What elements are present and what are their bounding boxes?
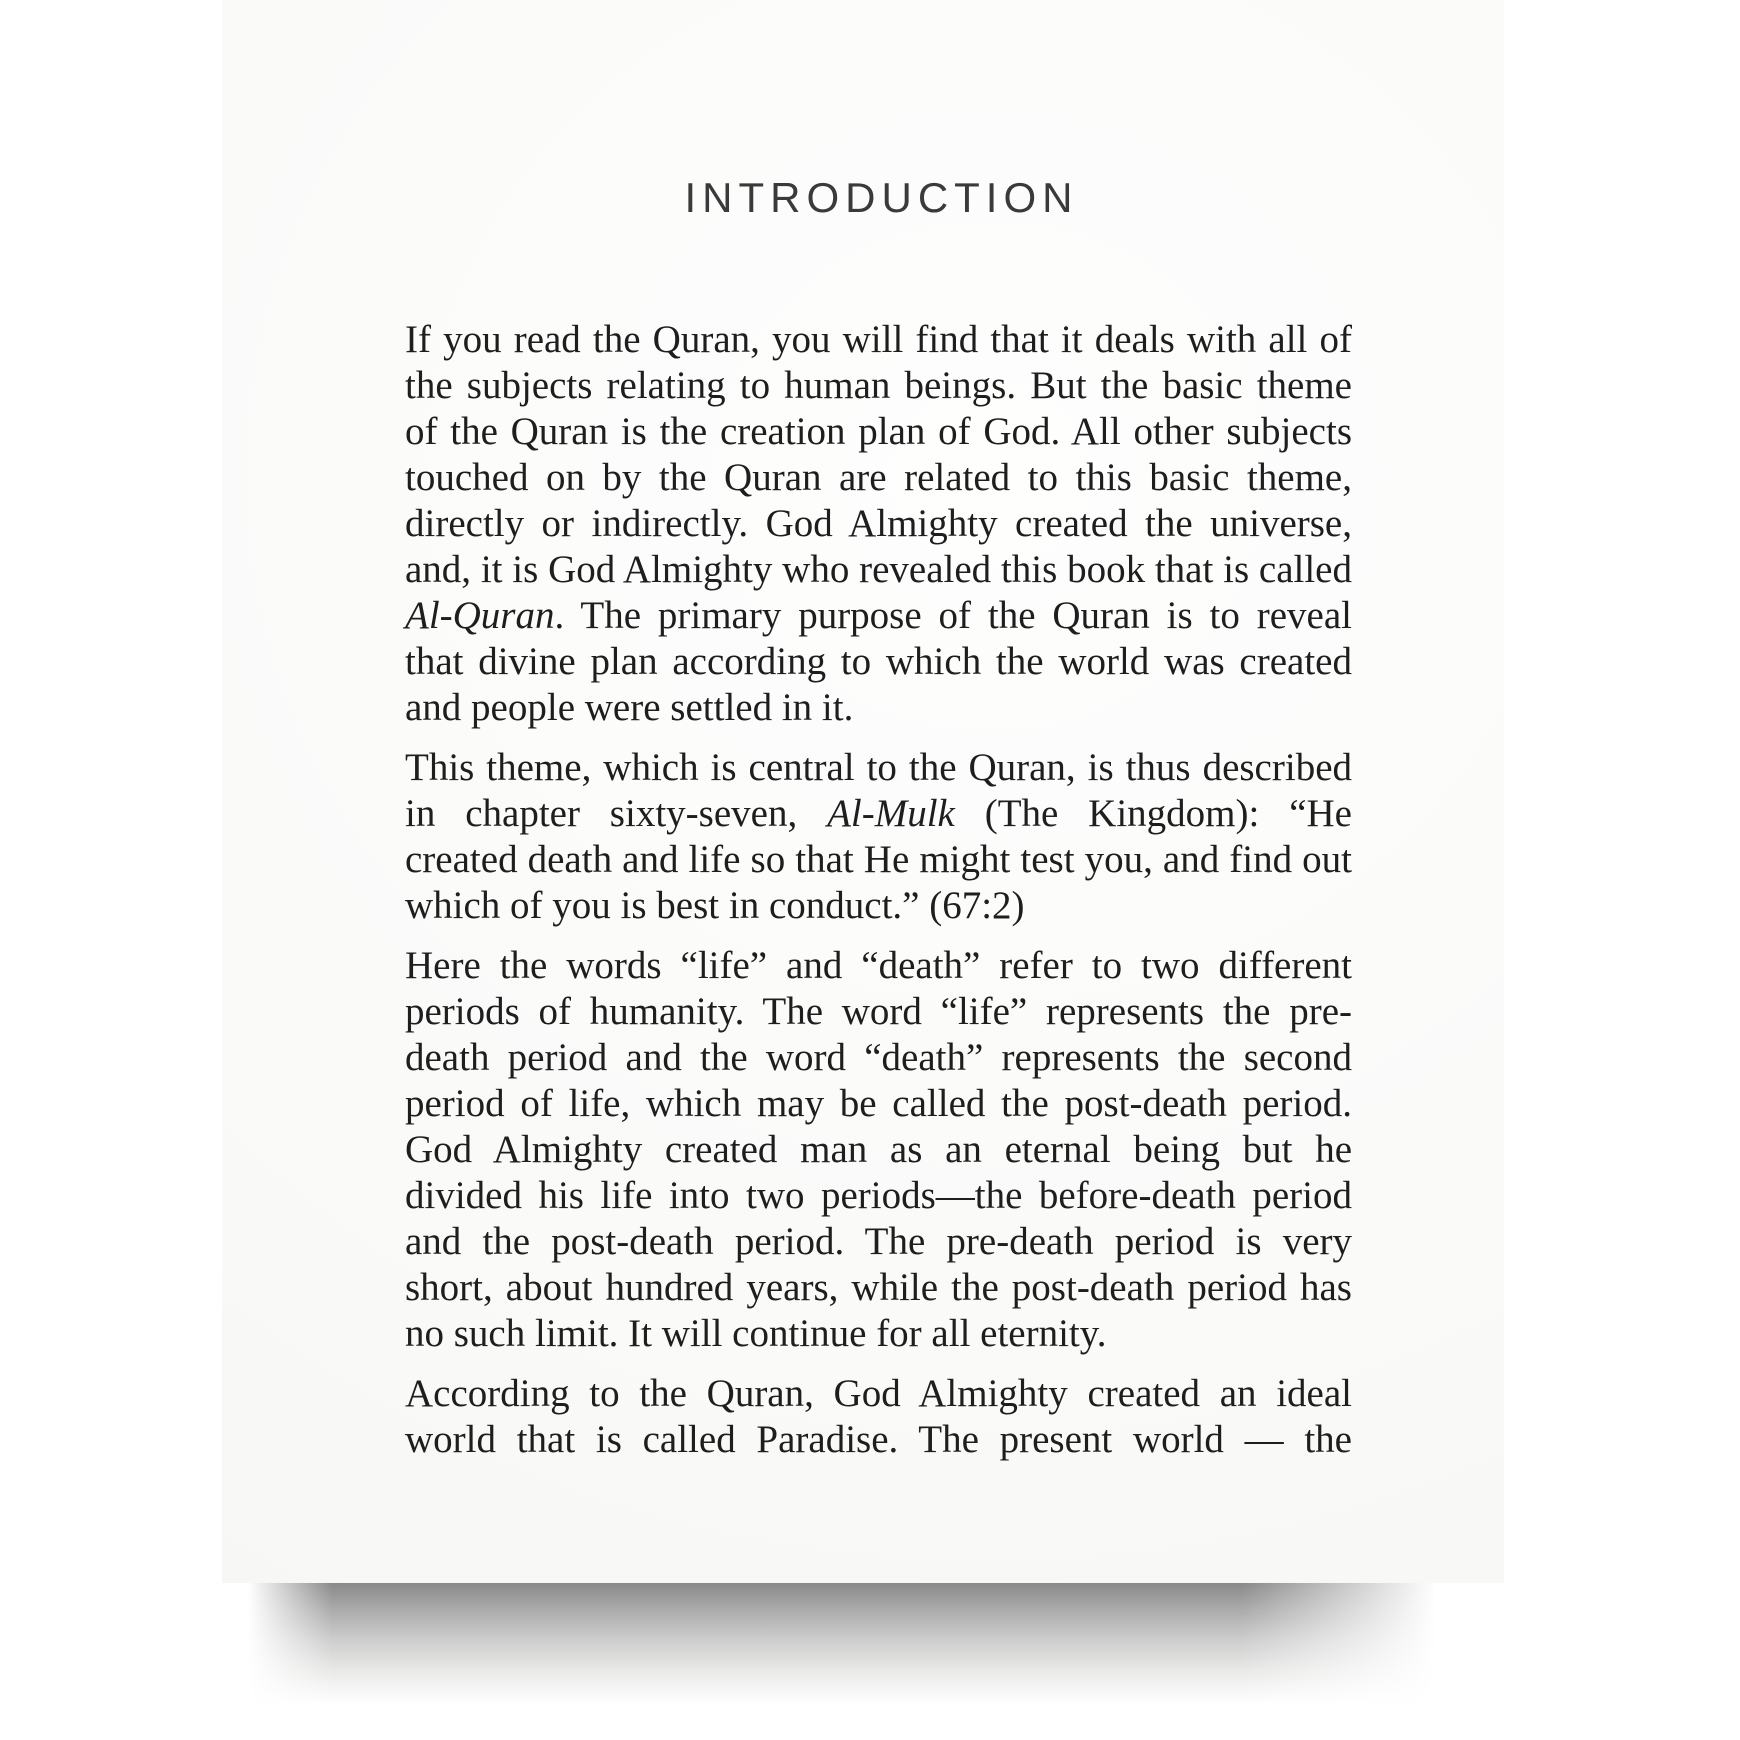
paragraph bbox=[405, 1371, 1352, 1463]
paragraph bbox=[405, 745, 1352, 929]
italic-term: Al-Quran bbox=[405, 594, 555, 637]
text-run: . The primary purpose of the Quran is to reveal that divine plan according to which the world was created and people were settled in it. bbox=[405, 594, 1352, 729]
italic-term: Al-Mulk bbox=[827, 792, 955, 835]
text-run: If you read the Quran, you will find that it deals with all of the subjects relating to human beings. But the basic theme of the Quran is the creation plan of God. All other subjects touched on by the Quran are related to this basic theme, directly or indirectly. God Almighty created the universe, and, it is God Almighty who revealed this book that is called bbox=[405, 318, 1352, 591]
text-run: Here the words “life” and “death” refer to two different periods of humanity. The word “life” represents the pre-death period and the word “death” represents the second period of life, which may be called the post-death period. God Almighty created man as an eternal being but he divided his life into two periods—the before-death period and the post-death period. The pre-death period is very short, about hundred years, while the post-death period has no such limit. It will continue for all eternity. bbox=[405, 944, 1352, 1355]
paragraph bbox=[405, 943, 1352, 1357]
text-run: This theme, which is central to the Quran, is thus described in chapter sixty-seven, bbox=[405, 746, 1352, 835]
page-bottom-shadow bbox=[248, 1583, 1460, 1705]
text-run: According to the Quran, God Almighty created an ideal world that is called Paradise. The present world — the bbox=[405, 1372, 1352, 1461]
body-text-block bbox=[405, 317, 1352, 1463]
book-page bbox=[222, 0, 1504, 1583]
chapter-title: INTRODUCTION bbox=[684, 174, 1079, 221]
text-run: (The Kingdom): “He created death and life so that He might test you, and find out which of you is best in conduct.” (67:2) bbox=[405, 792, 1352, 927]
paragraph bbox=[405, 317, 1352, 731]
